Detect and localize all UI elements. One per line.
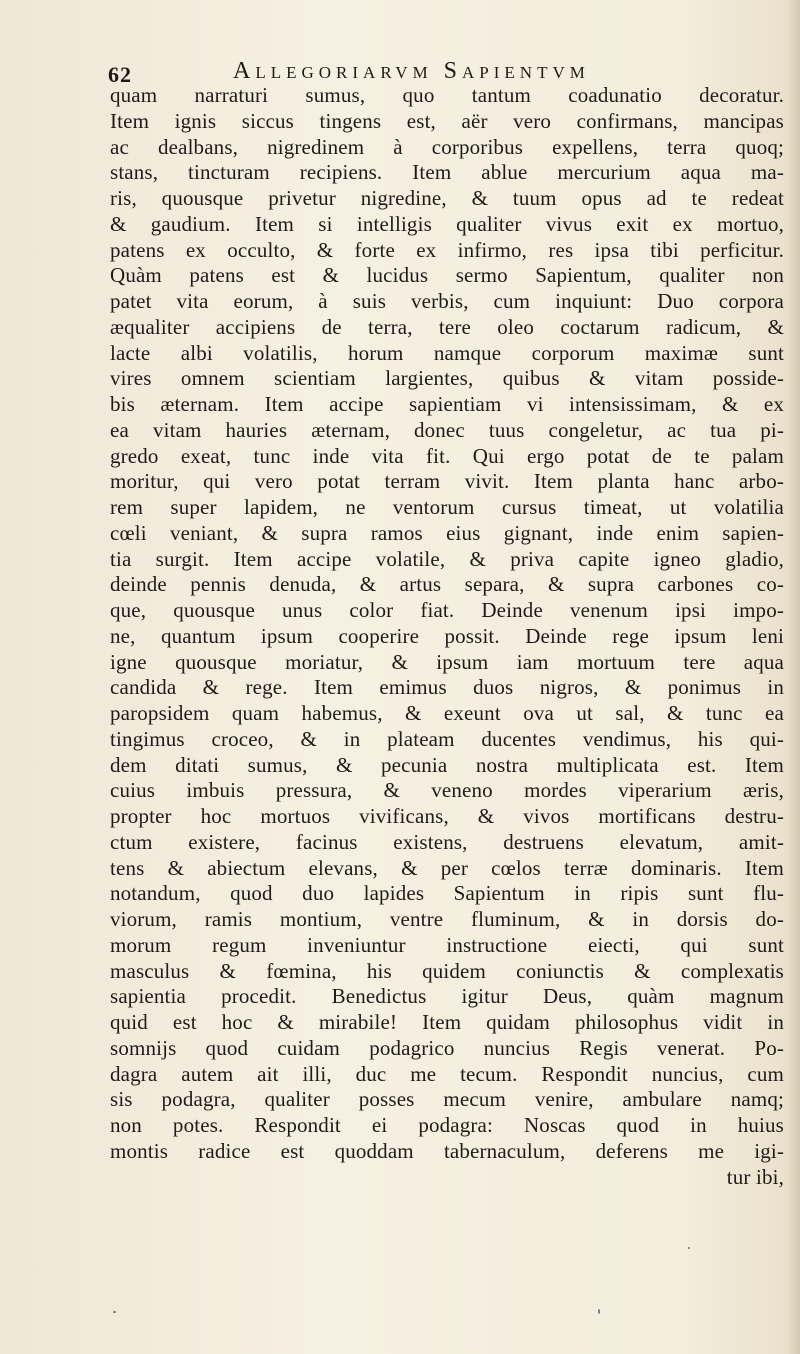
text-line: Item ignis siccus tingens est, aër vero confirmans, mancipas: [110, 108, 784, 133]
text-line: quid est hoc & mirabile! Item quidam philosophus vidit in: [110, 1010, 784, 1034]
text-line: stans, tincturam recipiens. Item ablue mercurium aqua ma-: [110, 160, 784, 185]
text-line: montis radice est quoddam tabernaculum, deferens me igi-: [110, 1138, 784, 1163]
page-edge-shadow: [786, 0, 800, 1354]
text-line: tens & abiectum elevans, & per cœlos terræ dominaris. Item: [110, 855, 784, 880]
text-line: dem ditati sumus, & pecunia nostra multiplicata est. Item: [110, 752, 784, 777]
text-line: Quàm patens est & lucidus sermo Sapientum, qualiter non: [110, 263, 784, 288]
text-line: paropsidem quam habemus, & exeunt ova ut sal, & tunc ea: [110, 701, 784, 725]
text-line: morum regum inveniuntur instructione eiecti, qui sunt: [110, 932, 784, 957]
text-line: tingimus croceo, & in plateam ducentes vendimus, his qui-: [110, 726, 784, 751]
text-line: cœli veniant, & supra ramos eius gignant, inde enim sapien-: [110, 520, 784, 545]
text-line: tur ibi,: [726, 1164, 784, 1189]
text-line: sis podagra, qualiter posses mecum venire, ambulare namq;: [110, 1087, 784, 1112]
text-line: igne quousque moriatur, & ipsum iam mortuum tere aqua: [110, 649, 784, 674]
text-line: non potes. Respondit ei podagra: Noscas quod in huius: [110, 1113, 784, 1137]
text-line: dagra autem ait illi, duc me tecum. Respondit nuncius, cum: [110, 1061, 784, 1086]
text-line: vires omnem scientiam largientes, quibus & vitam posside-: [110, 366, 784, 391]
text-line: quam narraturi sumus, quo tantum coadunatio decoratur.: [110, 83, 784, 107]
text-line: masculus & fœmina, his quidem coniunctis & complexatis: [110, 958, 784, 983]
text-line: bis æternam. Item accipe sapientiam vi intensissimam, & ex: [110, 392, 784, 416]
text-line: cuius imbuis pressura, & veneno mordes viperarium æris,: [110, 778, 784, 803]
text-line: propter hoc mortuos vivificans, & vivos mortificans destru-: [110, 804, 784, 828]
text-line: lacte albi volatilis, horum namque corporum maximæ sunt: [110, 340, 784, 365]
text-line: ea vitam hauries æternam, donec tuus congeletur, ac tua pi-: [110, 417, 784, 442]
text-line: gredo exeat, tunc inde vita fit. Qui ergo potat de te palam: [110, 443, 784, 468]
text-line: moritur, qui vero potat terram vivit. Item planta hanc arbo-: [110, 469, 784, 494]
text-line: & gaudium. Item si intelligis qualiter vivus exit ex mortuo,: [110, 211, 784, 236]
latin-text-block: [110, 83, 784, 1353]
text-line: sapientia procedit. Benedictus igitur Deus, quàm magnum: [110, 984, 784, 1009]
running-title: Allegoriarvm Sapientvm: [233, 58, 590, 84]
text-line: que, quousque unus color fiat. Deinde venenum ipsi impo-: [110, 598, 784, 622]
text-line: candida & rege. Item emimus duos nigros, & ponimus in: [110, 675, 784, 700]
ink-speck: [113, 1311, 116, 1313]
text-line: notandum, quod duo lapides Sapientum in ripis sunt flu-: [110, 881, 784, 906]
text-line: patet vita eorum, à suis verbis, cum inquiunt: Duo corpora: [110, 289, 784, 313]
text-line: deinde pennis denuda, & artus separa, & supra carbones co-: [110, 572, 784, 597]
text-line: viorum, ramis montium, ventre fluminum, & in dorsis do-: [110, 907, 784, 931]
text-line: rem super lapidem, ne ventorum cursus timeat, ut volatilia: [110, 495, 784, 519]
text-line: æqualiter accipiens de terra, tere oleo coctarum radicum, &: [110, 314, 784, 339]
text-line: somnijs quod cuidam podagrico nuncius Regis venerat. Po-: [110, 1035, 784, 1060]
text-line: ac dealbans, nigredinem à corporibus expellens, terra quoq;: [110, 134, 784, 159]
ink-speck: [688, 1247, 690, 1249]
text-line: ris, quousque privetur nigredine, & tuum opus ad te redeat: [110, 186, 784, 210]
text-line: ne, quantum ipsum cooperire possit. Deinde rege ipsum leni: [110, 623, 784, 648]
text-line: tia surgit. Item accipe volatile, & priva capite igneo gladio,: [110, 546, 784, 571]
text-line: patens ex occulto, & forte ex infirmo, res ipsa tibi perficitur.: [110, 237, 784, 262]
page-number: 62: [108, 62, 132, 87]
ink-speck: [598, 1309, 600, 1314]
text-line: ctum existere, facinus existens, destruens elevatum, amit-: [110, 829, 784, 854]
